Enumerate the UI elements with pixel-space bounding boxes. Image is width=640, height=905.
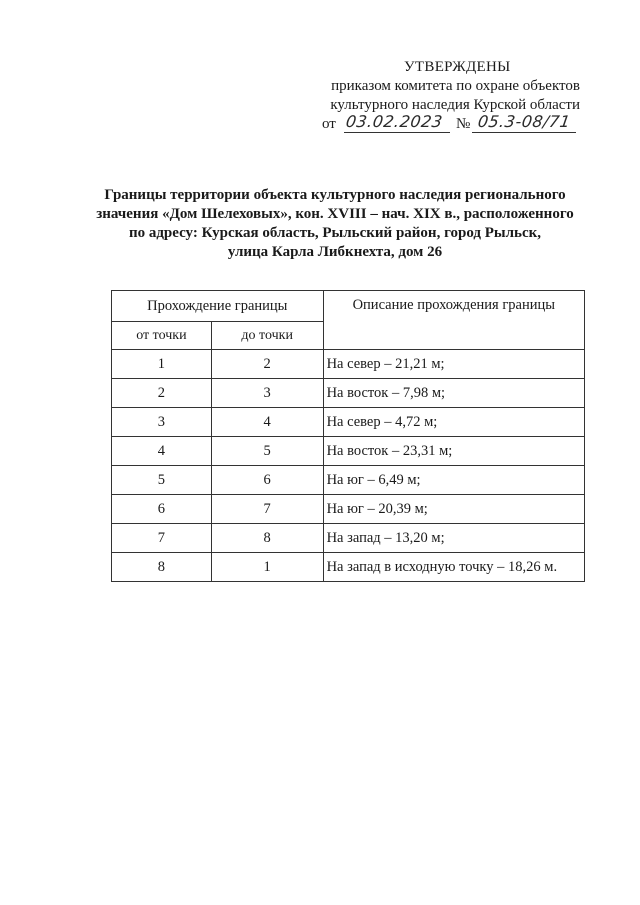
approval-order-line2: культурного наследия Курской области [330, 97, 580, 113]
boundary-group-header: Прохождение границы [112, 291, 324, 322]
table-row [112, 408, 585, 437]
approval-order-line1: приказом комитета по охране объектов [331, 78, 580, 94]
title-line-1: Границы территории объекта культурного наследия регионального [104, 187, 566, 203]
to-point-cell: 5 [211, 437, 323, 466]
to-point-cell: 7 [211, 495, 323, 524]
to-point-cell: 2 [211, 350, 323, 379]
description-cell: На юг – 20,39 м; [323, 495, 584, 524]
to-point-cell: 8 [211, 524, 323, 553]
from-point-cell: 7 [112, 524, 212, 553]
to-point-cell: 4 [211, 408, 323, 437]
table-row [112, 437, 585, 466]
description-cell: На юг – 6,49 м; [323, 466, 584, 495]
order-reference [300, 112, 600, 137]
table-row [112, 553, 585, 582]
from-point-cell: 6 [112, 495, 212, 524]
description-cell: На север – 4,72 м; [323, 408, 584, 437]
to-point-cell: 1 [211, 553, 323, 582]
from-point-cell: 5 [112, 466, 212, 495]
description-cell: На север – 21,21 м; [323, 350, 584, 379]
description-cell: На восток – 23,31 м; [323, 437, 584, 466]
approval-heading: УТВЕРЖДЕНЫ [404, 59, 511, 75]
from-point-cell: 3 [112, 408, 212, 437]
description-cell: На запад – 13,20 м; [323, 524, 584, 553]
title-line-2: значения «Дом Шелеховых», кон. XVIII – нач. XIX в., расположенного [96, 206, 574, 222]
from-point-header: от точки [112, 322, 212, 350]
from-point-cell: 4 [112, 437, 212, 466]
date-label: от [322, 116, 336, 132]
boundary-table [111, 290, 585, 582]
table-row [112, 350, 585, 379]
approval-block [300, 58, 600, 137]
document-title [80, 186, 590, 262]
description-cell: На восток – 7,98 м; [323, 379, 584, 408]
table-row [112, 495, 585, 524]
table-row [112, 466, 585, 495]
to-point-cell: 6 [211, 466, 323, 495]
description-cell: На запад в исходную точку – 18,26 м. [323, 553, 584, 582]
number-label: № [456, 116, 471, 132]
from-point-cell: 8 [112, 553, 212, 582]
to-point-header: до точки [211, 322, 323, 350]
table-row [112, 379, 585, 408]
order-date: 03.02.2023 [344, 112, 444, 131]
description-header: Описание прохождения границы [323, 291, 584, 350]
title-line-4: улица Карла Либкнехта, дом 26 [227, 244, 443, 260]
to-point-cell: 3 [211, 379, 323, 408]
table-row [112, 524, 585, 553]
title-line-3: по адресу: Курская область, Рыльский район, город Рыльск, [128, 225, 542, 241]
from-point-cell: 2 [112, 379, 212, 408]
from-point-cell: 1 [112, 350, 212, 379]
order-number: 05.3-08/71 [476, 112, 572, 131]
